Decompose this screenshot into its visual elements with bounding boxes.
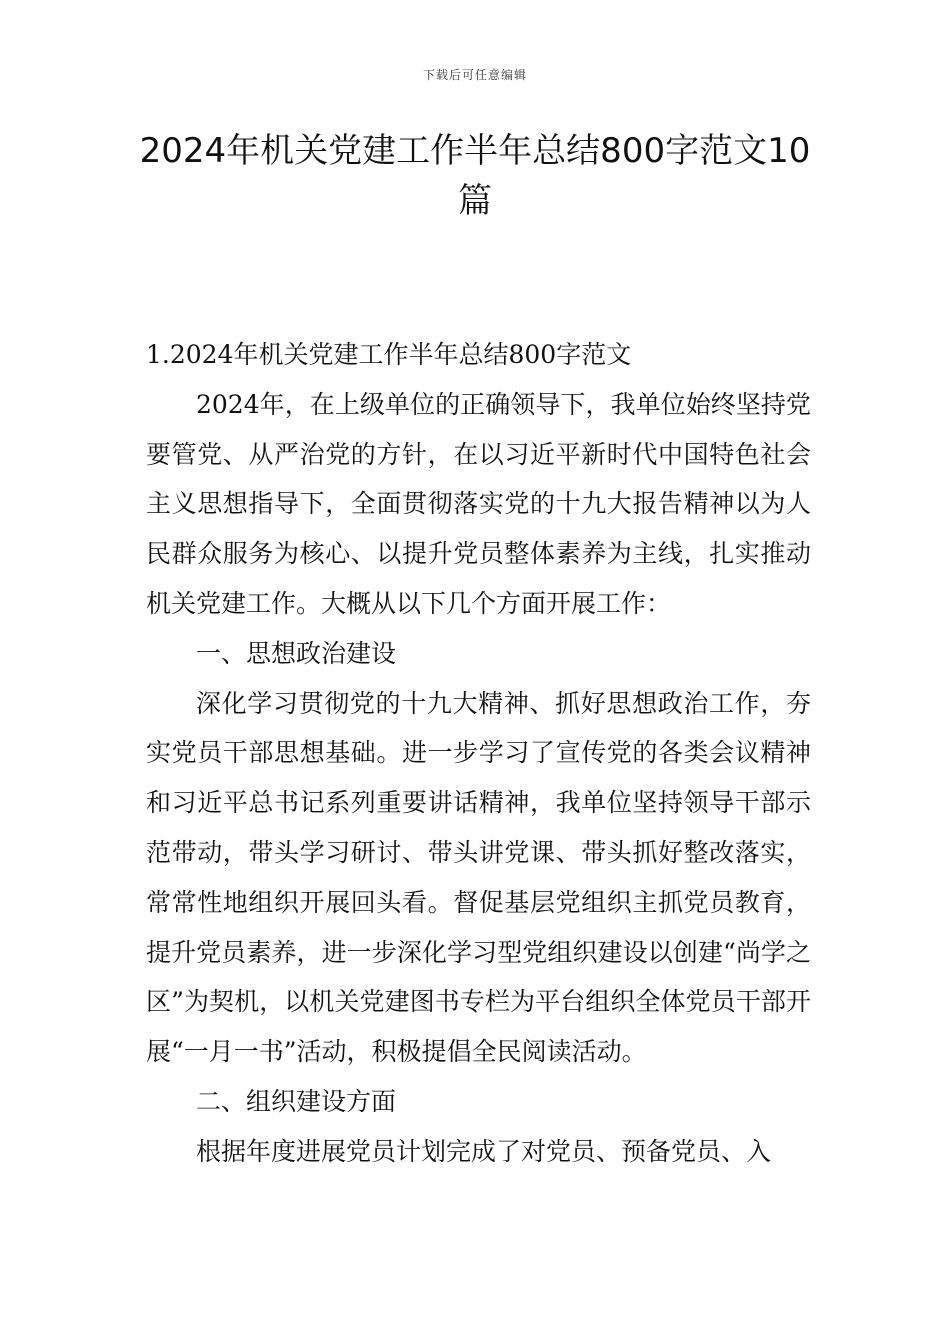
- body-paragraph: 根据年度进展党员计划完成了对党员、预备党员、入: [196, 1136, 772, 1166]
- article-heading: 1.2024年机关党建工作半年总结800字范文: [146, 340, 632, 369]
- body-paragraph: 深化学习贯彻党的十九大精神、抓好思想政治工作，夯实党员干部思想基础。进一步学习了宣传党的各类会议精神和习近平总书记系列重要讲话精神，我单位坚持领导干部示范带动，带头学习研讨、带头讲党课、带头抓好整改落实，常常性地组织开展回头看。督促基层党组织主抓党员教育，提升党员素养，进一步深化学习型党组织建设以创建“尚学之区”为契机，以机关党建图书专栏为平台组织全体党员干部开展“一月一书”活动，积极提倡全民阅读活动。: [146, 688, 811, 1067]
- header-note: 下载后可任意编辑: [422, 68, 527, 82]
- document-body: [146, 330, 811, 1177]
- body-paragraph: 2024年，在上级单位的正确领导下，我单位始终坚持党要管党、从严治党的方针，在以习近平新时代中国特色社会主义思想指导下，全面贯彻落实党的十九大报告精神以为人民群众服务为核心、以提升党员整体素养为主线，扎实推动机关党建工作。大概从以下几个方面开展工作：: [146, 389, 811, 618]
- section-heading: 二、组织建设方面: [196, 1086, 397, 1116]
- section-heading: 一、思想政治建设: [196, 638, 397, 668]
- document-title: 2024年机关党建工作半年总结800字范文10篇: [139, 131, 811, 221]
